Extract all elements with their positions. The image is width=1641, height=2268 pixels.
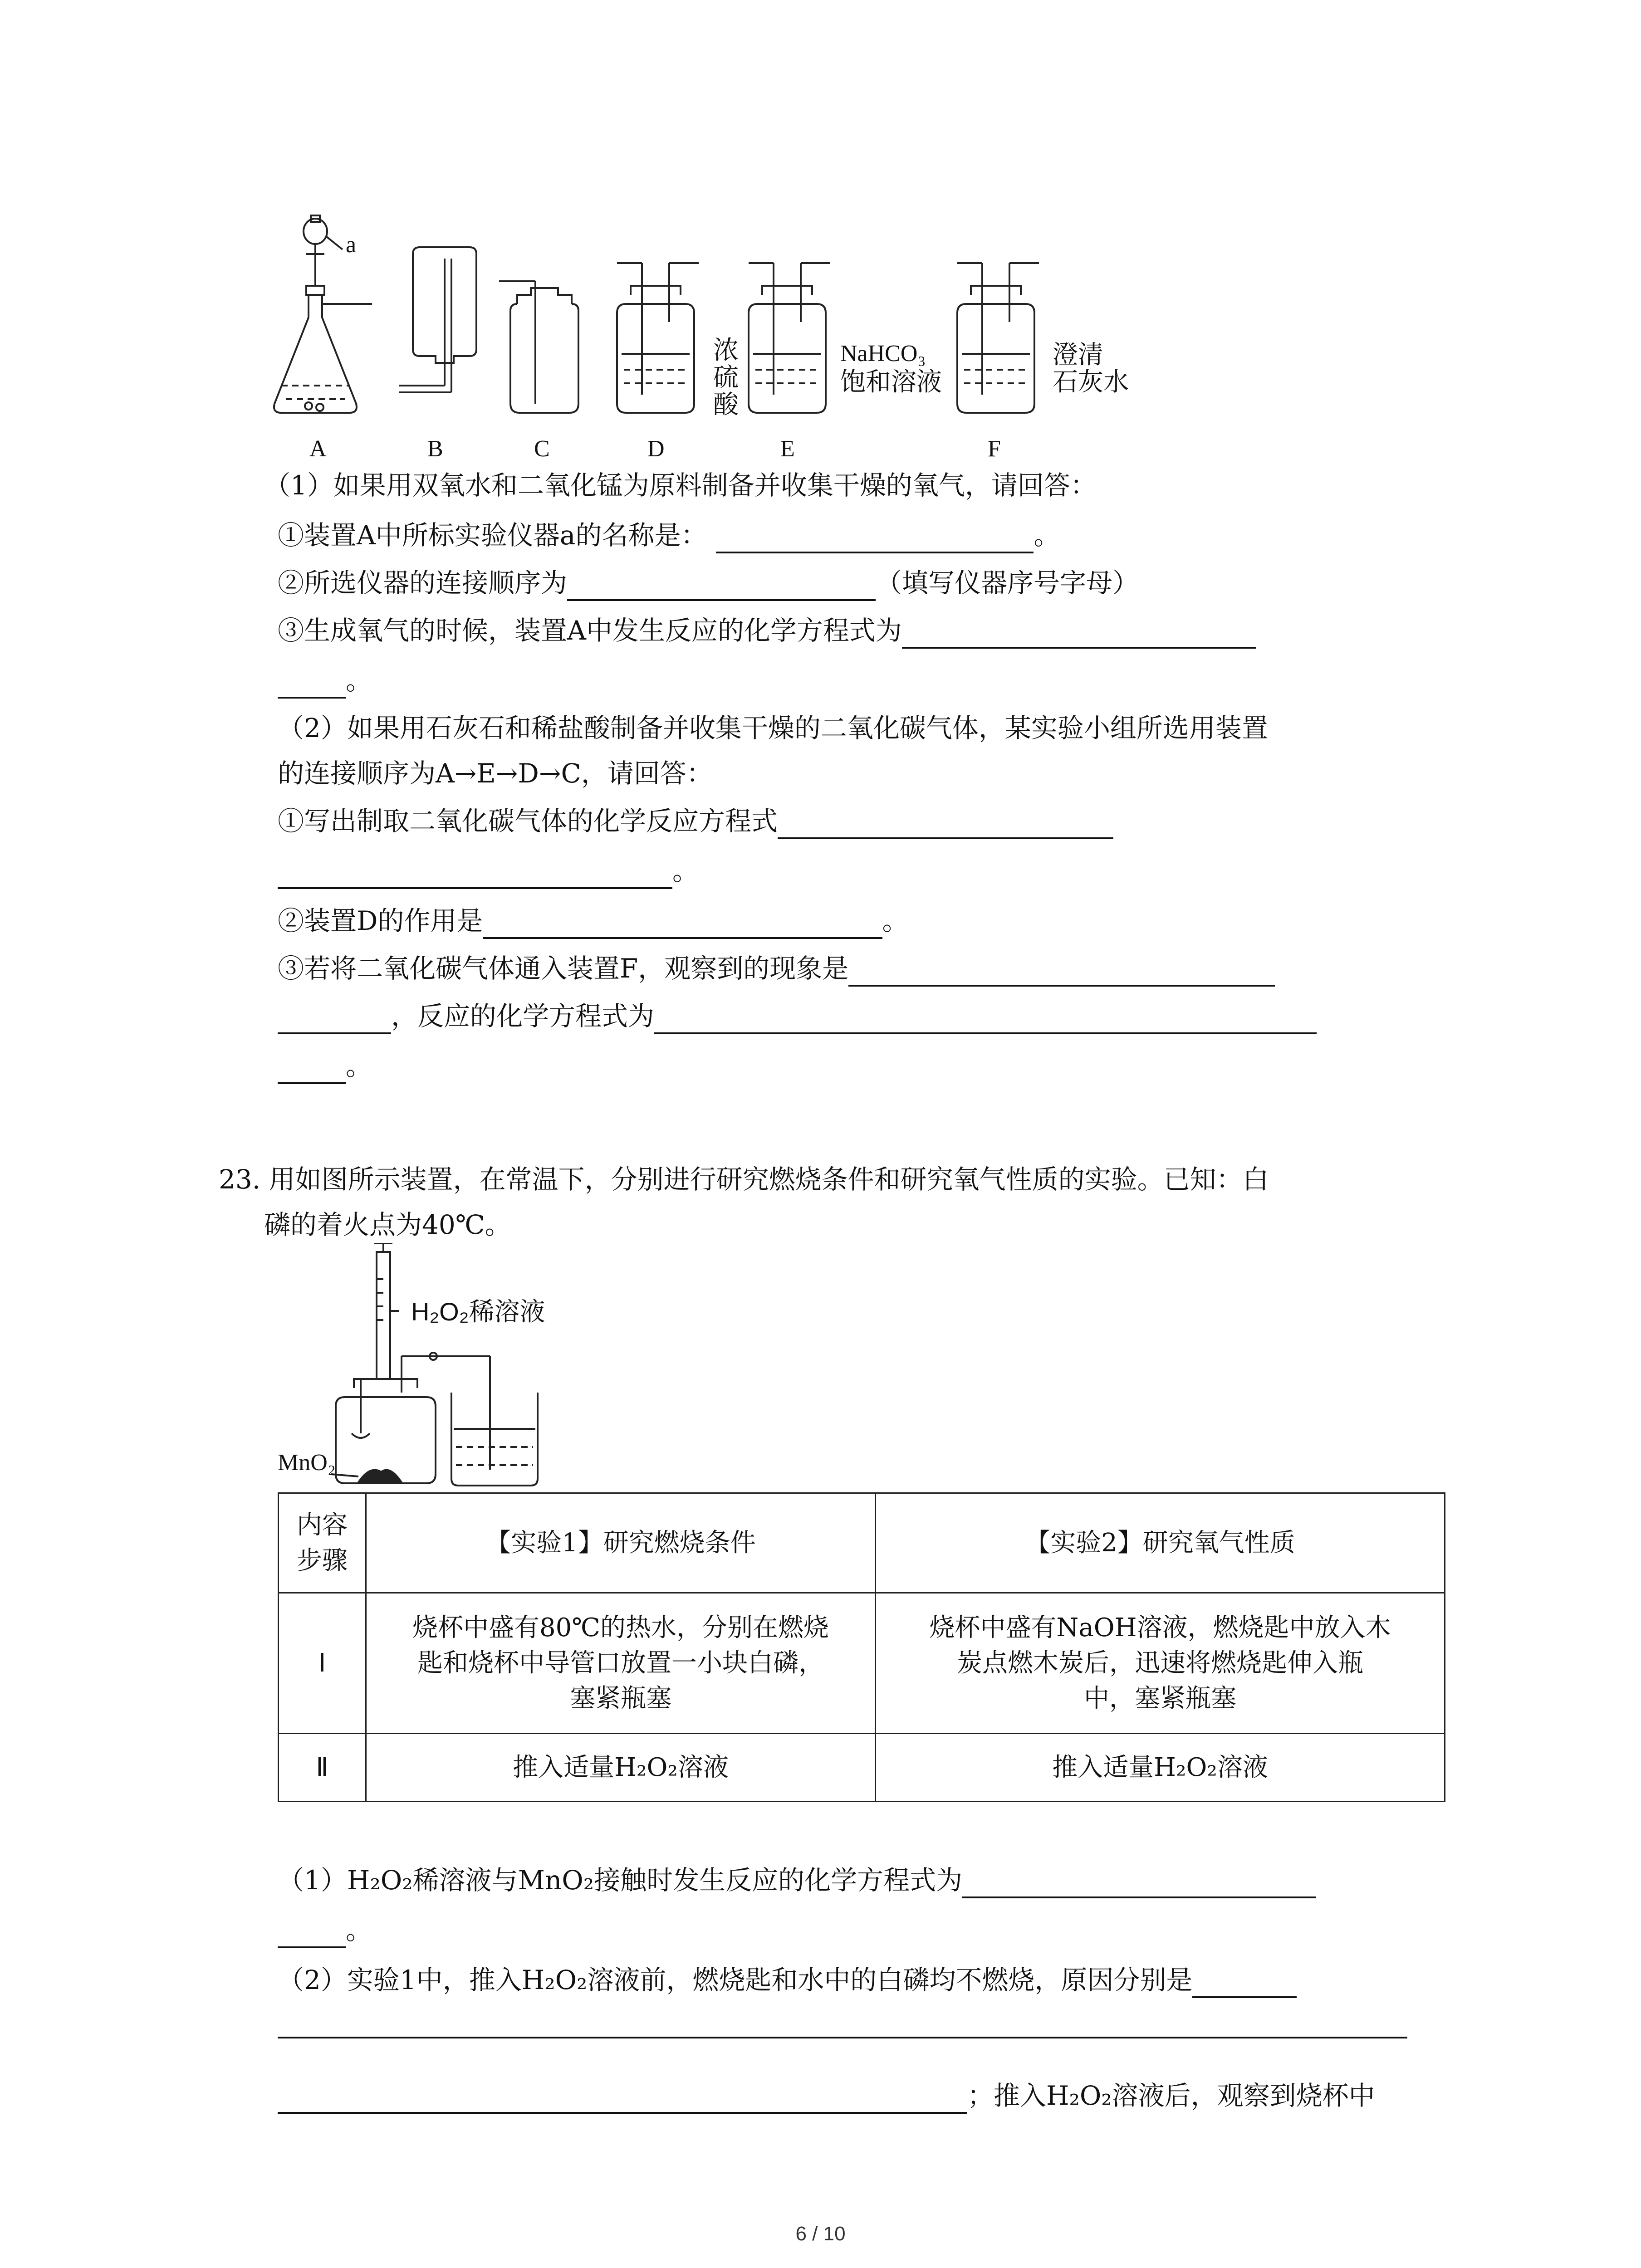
answer-blank[interactable] — [567, 572, 876, 601]
q23-part1 — [278, 1862, 1316, 1898]
q22-part2-item3-cont2 — [278, 1048, 372, 1084]
apparatus-label-a: A — [309, 436, 327, 462]
table-cell-exp1-step2: 推入适量H₂O₂溶液 — [366, 1734, 876, 1802]
answer-blank[interactable] — [278, 1005, 391, 1034]
apparatus-e-icon — [749, 263, 830, 413]
fig-label-mno2: MnO₂ — [278, 1450, 336, 1476]
apparatus-label-e: E — [780, 436, 795, 462]
table-header-exp1: 【实验1】研究燃烧条件 — [366, 1493, 876, 1593]
answer-blank[interactable] — [278, 2037, 1407, 2038]
q22-part1-item2-end: （填写仪器序号字母） — [876, 567, 1139, 598]
q22-part2-item2 — [278, 903, 909, 939]
table-header-exp2: 【实验2】研究氧气性质 — [876, 1493, 1445, 1593]
q23-part1-text: （1）H₂O₂稀溶液与MnO₂接触时发生反应的化学方程式为 — [278, 1865, 963, 1896]
apparatus-b-icon — [399, 247, 476, 392]
apparatus-label-d: D — [647, 436, 665, 462]
experiment-table — [278, 1492, 1445, 1802]
label-d-reagent-1: 浓 — [713, 336, 739, 364]
table-row — [279, 1734, 1445, 1802]
q23-stem-2: 磷的着火点为40℃。 — [264, 1209, 511, 1240]
corner-label-content: 内容 — [297, 1510, 348, 1540]
label-d-reagent-3: 酸 — [713, 390, 739, 419]
label-e-reagent-1: NaHCO₃ — [840, 341, 926, 367]
answer-blank[interactable] — [962, 1869, 1316, 1898]
answer-blank[interactable] — [1192, 1969, 1297, 1998]
q22-part1-item1-text: ①装置A中所标实验仪器a的名称是： — [278, 520, 707, 551]
table-step-1: Ⅰ — [279, 1593, 366, 1734]
table-cell-exp2-step2: 推入适量H₂O₂溶液 — [876, 1734, 1445, 1802]
apparatus-d-icon — [617, 263, 699, 413]
q22-part2-item3 — [278, 950, 1275, 987]
q23-part1-cont — [278, 1912, 372, 1948]
q23-part2 — [278, 1962, 1297, 1998]
q22-part2-item1-end: 。 — [672, 855, 699, 886]
label-a: a — [346, 232, 357, 258]
q23-part2-text: （2）实验1中，推入H₂O₂溶液前，燃烧匙和水中的白磷均不燃烧，原因分别是 — [278, 1965, 1193, 1995]
table-row — [279, 1593, 1445, 1734]
answer-blank[interactable] — [278, 1919, 346, 1948]
q22-part2-item1-text: ①写出制取二氧化碳气体的化学反应方程式 — [278, 806, 778, 836]
q22-part1-item3-end: 。 — [346, 665, 372, 696]
apparatus-a-icon — [274, 215, 372, 413]
q22-part1-item3-cont — [278, 662, 372, 699]
table-cell-exp2-step1 — [876, 1593, 1445, 1734]
cell-line: 匙和烧杯中导管口放置一小块白磷， — [417, 1648, 824, 1678]
apparatus-c-icon — [499, 281, 578, 413]
answer-blank[interactable] — [278, 860, 672, 889]
apparatus-label-b: B — [427, 436, 443, 462]
answer-blank[interactable] — [778, 810, 1113, 839]
answer-blank[interactable] — [278, 2085, 967, 2114]
cell-line: 中，塞紧瓶塞 — [1084, 1683, 1236, 1713]
answer-blank[interactable] — [848, 958, 1275, 987]
cell-line: 炭点燃木炭后，迅速将燃烧匙伸入瓶 — [957, 1648, 1363, 1678]
q22-part2-item1 — [278, 803, 1113, 839]
answer-blank[interactable] — [278, 1055, 346, 1084]
q23-part2-cont — [278, 2077, 1375, 2114]
q22-part1-item1-end: 。 — [1034, 520, 1060, 551]
cell-line: 烧杯中盛有80℃的热水，分别在燃烧 — [412, 1613, 829, 1642]
table-step-2: Ⅱ — [279, 1734, 366, 1802]
q22-part2-item1-cont — [278, 853, 699, 889]
q22-part1-item3-text: ③生成氧气的时候，装置A中发生反应的化学方程式为 — [278, 615, 902, 646]
answer-blank[interactable] — [654, 1005, 1317, 1034]
q23-stem-1: 23. 用如图所示装置，在常温下，分别进行研究燃烧条件和研究氧气性质的实验。已知：白 — [219, 1164, 1269, 1195]
label-d-reagent-2: 硫 — [713, 363, 739, 391]
apparatus-label-c: C — [534, 436, 550, 462]
q22-part1-item1 — [278, 517, 1060, 553]
answer-blank[interactable] — [483, 910, 882, 939]
q22-part2-item3-cont — [278, 998, 1317, 1034]
q22-part2-item3-end: 。 — [346, 1051, 372, 1081]
label-f-reagent-2: 石灰水 — [1053, 367, 1129, 396]
label-e-reagent-2: 饱和溶液 — [840, 367, 942, 396]
table-cell-exp1-step1 — [366, 1593, 876, 1734]
q23-part1-end: 。 — [346, 1915, 372, 1945]
q22-part2-intro-1: （2）如果用石灰石和稀盐酸制备并收集干燥的二氧化碳气体，某实验小组所选用装置 — [278, 713, 1268, 743]
q22-part2-item2-end: 。 — [882, 905, 909, 936]
answer-blank[interactable] — [902, 620, 1256, 649]
q23-part2-mid: ；推入H₂O₂溶液后，观察到烧杯中 — [967, 2080, 1375, 2111]
answer-blank[interactable] — [716, 524, 1034, 553]
q22-part2-item3-text: ③若将二氧化碳气体通入装置F，观察到的现象是 — [278, 953, 849, 984]
fig-label-h2o2: H₂O₂稀溶液 — [411, 1297, 545, 1326]
answer-blank[interactable] — [278, 670, 346, 699]
q22-part1-intro: （1）如果用双氧水和二氧化锰为原料制备并收集干燥的氧气，请回答： — [264, 470, 1097, 501]
cell-line: 塞紧瓶塞 — [570, 1683, 671, 1713]
q22-part1-item2 — [278, 565, 1139, 601]
table-corner — [279, 1493, 366, 1593]
q22-part2-item2-text: ②装置D的作用是 — [278, 905, 483, 936]
corner-label-steps: 步骤 — [297, 1545, 348, 1575]
label-f-reagent-1: 澄清 — [1053, 340, 1103, 369]
syringe-icon — [377, 1252, 390, 1379]
apparatus-f-icon — [957, 263, 1039, 413]
q22-part1-item3 — [278, 612, 1256, 649]
table-row — [279, 1493, 1445, 1593]
cell-line: 烧杯中盛有NaOH溶液，燃烧匙中放入木 — [929, 1613, 1391, 1642]
apparatus-label-f: F — [988, 436, 1001, 462]
q22-part1-item2-text: ②所选仪器的连接顺序为 — [278, 567, 568, 598]
page-number: 6 / 10 — [795, 2223, 846, 2245]
q22-part2-intro-2: 的连接顺序为A→E→D→C，请回答： — [278, 758, 713, 789]
q22-part2-item3-mid: ，反应的化学方程式为 — [391, 1001, 655, 1031]
